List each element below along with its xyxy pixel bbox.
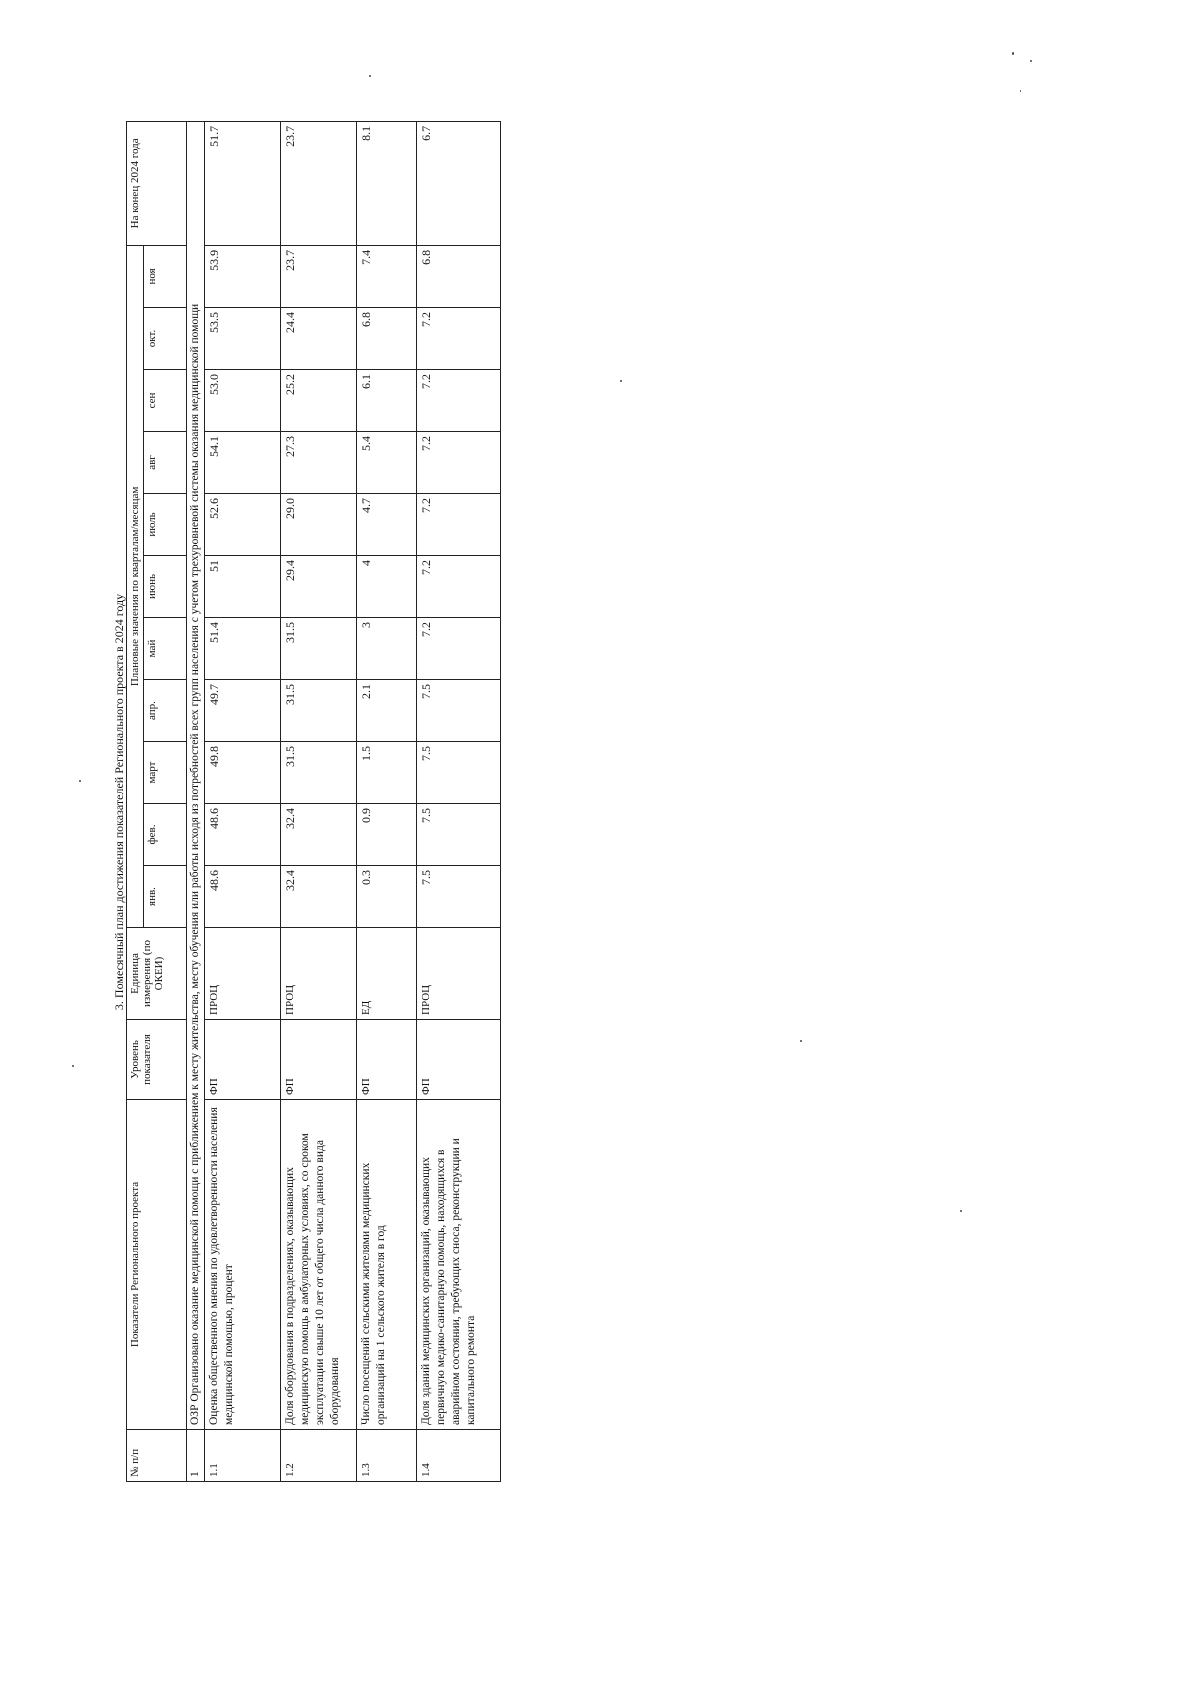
month-header: янв. (144, 866, 187, 928)
header-indicator: Показатели Регионального проекта (127, 1100, 187, 1430)
month-value: 53.0 (205, 370, 281, 432)
month-value: 31.5 (281, 742, 357, 804)
goal-num: 1 (187, 1430, 205, 1482)
month-header: апр. (144, 680, 187, 742)
month-value: 6.8 (357, 308, 417, 370)
scan-speck (1020, 90, 1021, 92)
month-value: 51.4 (205, 618, 281, 680)
month-value: 7.5 (417, 804, 501, 866)
month-header: март (144, 742, 187, 804)
month-value: 4.7 (357, 494, 417, 556)
month-value: 32.4 (281, 866, 357, 928)
indicator-unit: ЕД (357, 928, 417, 1020)
month-header: авг (144, 432, 187, 494)
scan-speck (800, 1040, 802, 1042)
month-value: 7.4 (357, 245, 417, 307)
goal-text: ОЗР Организовано оказание медицинской помощи с приближением к месту жительства, месту обучения или работы исходя из потребностей всех групп населения с учетом трехуровневой системы оказания медицинской помощи (187, 121, 205, 1429)
month-value: 7.5 (417, 742, 501, 804)
month-value: 49.8 (205, 742, 281, 804)
month-value: 7.5 (417, 680, 501, 742)
month-value: 7.2 (417, 618, 501, 680)
scan-speck (72, 1065, 74, 1067)
month-header: ноя (144, 245, 187, 307)
month-value: 53.9 (205, 245, 281, 307)
month-value: 24.4 (281, 308, 357, 370)
month-value: 53.5 (205, 308, 281, 370)
month-value: 6.1 (357, 370, 417, 432)
month-value: 52.6 (205, 494, 281, 556)
month-header: фев. (144, 804, 187, 866)
month-value: 51 (205, 556, 281, 618)
scan-speck (369, 75, 371, 77)
header-plan-group: Плановые значения по кварталам/месяцам (127, 245, 144, 927)
month-value: 7.2 (417, 370, 501, 432)
month-value: 31.5 (281, 618, 357, 680)
month-value: 23.7 (281, 245, 357, 307)
month-header: май (144, 618, 187, 680)
indicator-level: ФП (357, 1020, 417, 1100)
month-value: 7.5 (417, 866, 501, 928)
scan-speck (1030, 60, 1032, 62)
indicator-level: ФП (281, 1020, 357, 1100)
indicator-level: ФП (205, 1020, 281, 1100)
month-value: 7.2 (417, 432, 501, 494)
end-year-value: 51.7 (205, 121, 281, 245)
month-value: 32.4 (281, 804, 357, 866)
month-value: 48.6 (205, 866, 281, 928)
month-header: окт. (144, 308, 187, 370)
month-value: 0.3 (357, 866, 417, 928)
row-num: 1.3 (357, 1430, 417, 1482)
header-unit: Единица измерения (по ОКЕИ) (127, 928, 187, 1020)
header-level: Уровень показателя (127, 1020, 187, 1100)
rotated-page (112, 122, 598, 1482)
month-value: 7.2 (417, 494, 501, 556)
month-value: 2.1 (357, 680, 417, 742)
document-title: 3. Помесячный план достижения показателей Регионального проекта в 2024 году (112, 593, 126, 1011)
month-value: 29.4 (281, 556, 357, 618)
end-year-value: 23.7 (281, 121, 357, 245)
scan-speck (960, 1210, 962, 1212)
month-value: 7.2 (417, 308, 501, 370)
indicator-level: ФП (417, 1020, 501, 1100)
end-year-value: 8.1 (357, 121, 417, 245)
month-value: 29.0 (281, 494, 357, 556)
month-value: 4 (357, 556, 417, 618)
month-header: сен (144, 370, 187, 432)
row-num: 1.4 (417, 1430, 501, 1482)
month-value: 3 (357, 618, 417, 680)
month-value: 5.4 (357, 432, 417, 494)
plan-table (126, 121, 501, 1482)
month-value: 25.2 (281, 370, 357, 432)
row-num: 1.1 (205, 1430, 281, 1482)
month-value: 27.3 (281, 432, 357, 494)
indicator-unit: ПРОЦ (417, 928, 501, 1020)
indicator-name: Число посещений сельскими жителями медицинских организаций на 1 сельского жителя в год (357, 1100, 417, 1430)
scan-speck (1012, 52, 1014, 55)
indicator-name: Доля оборудования в подразделениях, оказывающих медицинскую помощь в амбулаторных условиях, со сроком эксплуатации свыше 10 лет от общего числа данного вида оборудования (281, 1100, 357, 1430)
table-row (417, 121, 501, 1481)
scan-speck (620, 380, 622, 382)
header-end-year: На конец 2024 года (127, 121, 187, 245)
month-value: 49.7 (205, 680, 281, 742)
month-header: июль (144, 494, 187, 556)
indicator-unit: ПРОЦ (281, 928, 357, 1020)
row-num: 1.2 (281, 1430, 357, 1482)
month-value: 48.6 (205, 804, 281, 866)
month-value: 1.5 (357, 742, 417, 804)
table-row (205, 121, 281, 1481)
month-value: 31.5 (281, 680, 357, 742)
month-value: 6.8 (417, 245, 501, 307)
indicator-name: Оценка общественного мнения по удовлетворенности населения медицинской помощью, процент (205, 1100, 281, 1430)
indicator-name: Доля зданий медицинских организаций, оказывающих первичную медико-санитарную помощь, находящихся в аварийном состоянии, требующих сноса, реконструкции и капитального ремонта (417, 1100, 501, 1430)
end-year-value: 6.7 (417, 121, 501, 245)
goal-row (187, 121, 205, 1481)
header-num: № п/п (127, 1430, 187, 1482)
scan-speck (79, 780, 81, 782)
month-value: 7.2 (417, 556, 501, 618)
indicator-unit: ПРОЦ (205, 928, 281, 1020)
header-row (127, 121, 144, 1481)
table-row (357, 121, 417, 1481)
table-row (281, 121, 357, 1481)
month-header: июнь (144, 556, 187, 618)
month-value: 0.9 (357, 804, 417, 866)
month-value: 54.1 (205, 432, 281, 494)
